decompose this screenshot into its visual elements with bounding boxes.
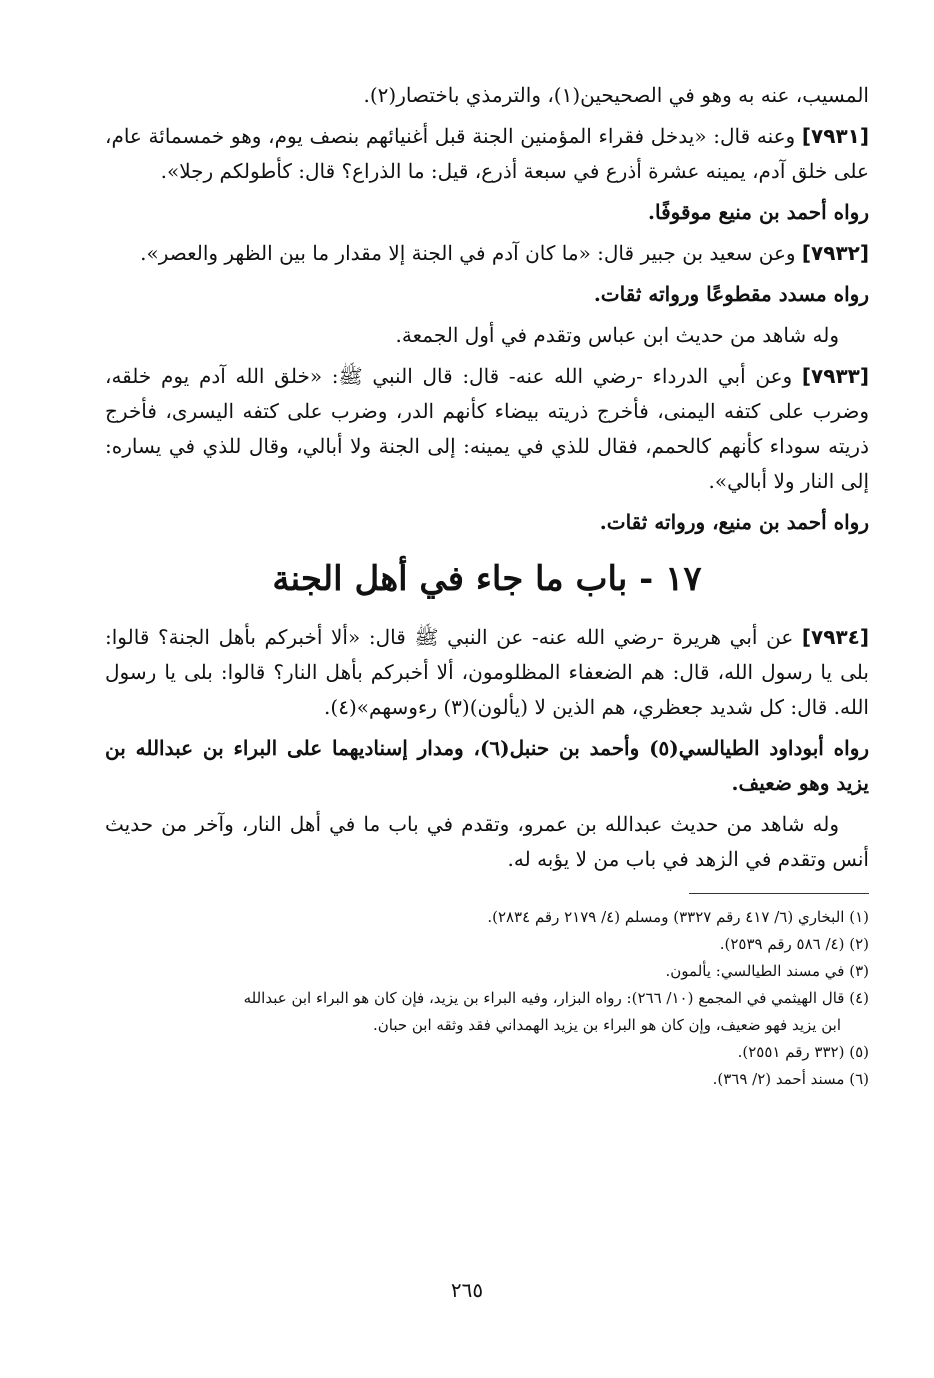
paragraph-continuation: المسيب، عنه به وهو في الصحيحين(١)، والترمذي باختصار(٢).	[363, 83, 869, 107]
hadith-7934	[105, 620, 869, 725]
footnote-6: (٦) مسند أحمد (٢/ ٣٦٩).	[712, 1070, 869, 1088]
hadith-number: [٧٩٣٤]	[801, 625, 870, 649]
footnote-4-continuation: ابن يزيد فهو ضعيف، وإن كان هو البراء بن يزيد الهمداني فقد وثقه ابن حبان.	[372, 1016, 841, 1034]
hadith-text: وعن سعيد بن جبير قال: «ما كان آدم في الجنة إلا مقدار ما بين الظهر والعصر».	[140, 241, 796, 265]
footnote-2: (٢) (٤/ ٥٨٦ رقم ٢٥٣٩).	[719, 935, 869, 953]
page-number: ٢٦٥	[450, 1278, 484, 1302]
hadith-number: [٧٩٣٢]	[801, 241, 869, 265]
witness-note: وله شاهد من حديث عبدالله بن عمرو، وتقدم في باب ما في أهل النار، وآخر من حديث أنس وتقدم في الزهد في باب من لا يؤبه له.	[105, 812, 869, 871]
hadith-text: وعن أبي الدرداء -رضي الله عنه- قال: قال النبي ﷺ: «خلق الله آدم يوم خلقه، وضرب على كتفه اليمنى، فأخرج ذريته بيضاء كأنهم الدر، وضرب على كتفه اليسرى، فأخرج ذريته سوداء كأنهم كالحمم، فقال للذي في يمينه: إلى الجنة ولا أبالي، وقال للذي في يساره: إلى النار ولا أبالي».	[105, 364, 869, 493]
narration-note: رواه مسدد مقطوعًا ورواته ثقات.	[593, 282, 869, 306]
hadith-number: [٧٩٣٣]	[801, 364, 870, 388]
chapter-heading: ١٧ - باب ما جاء في أهل الجنة	[272, 559, 702, 599]
page-body	[105, 78, 869, 1093]
narration-note: رواه أحمد بن منيع، ورواته ثقات.	[599, 510, 869, 534]
footnote-5: (٥) (٣٣٢ رقم ٢٥٥١).	[737, 1043, 869, 1061]
footnote-1: (١) البخاري (٦/ ٤١٧ رقم ٣٣٢٧) ومسلم (٤/ ٢١٧٩ رقم ٢٨٣٤).	[487, 908, 869, 926]
hadith-7933	[105, 359, 869, 499]
footnote-divider	[689, 893, 869, 894]
witness-note: وله شاهد من حديث ابن عباس وتقدم في أول الجمعة.	[395, 323, 839, 347]
footnote-4: (٤) قال الهيثمي في المجمع (١٠/ ٢٦٦): رواه البزار، وفيه البراء بن يزيد، فإن كان هو البراء ابن عبدالله	[243, 989, 869, 1007]
hadith-number: [٧٩٣١]	[801, 124, 870, 148]
hadith-7932	[105, 236, 869, 271]
footnote-3: (٣) في مسند الطيالسي: يألمون.	[665, 962, 869, 980]
narration-note: رواه أبوداود الطيالسي(٥) وأحمد بن حنبل(٦)، ومدار إسناديهما على البراء بن عبدالله بن يزيد وهو ضعيف.	[105, 736, 870, 795]
hadith-text: وعنه قال: «يدخل فقراء المؤمنين الجنة قبل أغنيائهم بنصف يوم، وهو خمسمائة عام، على خلق آدم، يمينه عشرة أذرع في سبعة أذرع، قيل: ما الذراع؟ قال: كأطولكم رجلا».	[105, 124, 869, 183]
hadith-7931	[105, 119, 869, 189]
hadith-text: عن أبي هريرة -رضي الله عنه- عن النبي ﷺ قال: «ألا أخبركم بأهل الجنة؟ قالوا: بلى يا رسول الله، قال: هم الضعفاء المظلومون، ألا أخبركم بأهل النار؟ قالوا: بلى يا رسول الله. قال: كل شديد جعظري، هم الذين لا (يألون)(٣) رءوسهم»(٤).	[105, 625, 869, 719]
narration-note: رواه أحمد بن منيع موقوفًا.	[648, 200, 869, 224]
